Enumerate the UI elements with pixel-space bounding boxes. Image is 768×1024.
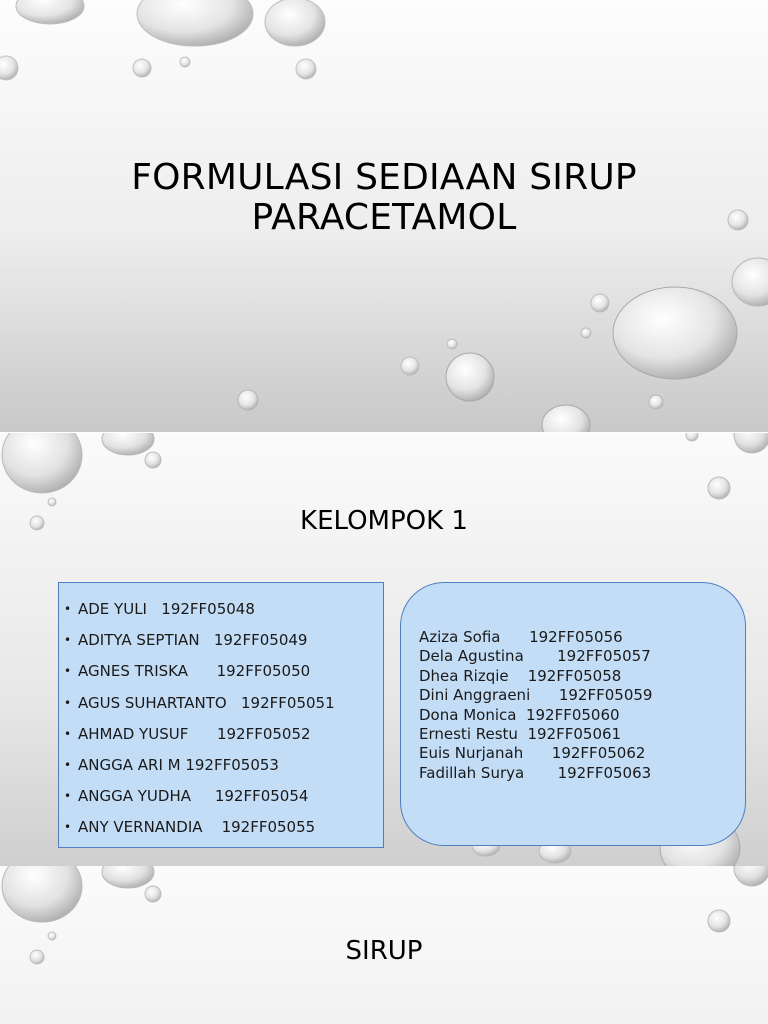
list-item: • ANGGA ARI M 192FF05053 — [64, 755, 279, 774]
list-item: Dini Anggraeni 192FF05059 — [419, 686, 653, 705]
list-item: Dhea Rizqie 192FF05058 — [419, 666, 622, 685]
sirup-heading: SIRUP — [345, 936, 423, 966]
title-slide — [0, 0, 768, 432]
list-item: Dona Monica 192FF05060 — [419, 705, 620, 724]
list-item: Fadillah Surya 192FF05063 — [419, 763, 652, 782]
list-item: • AGNES TRISKA 192FF05050 — [64, 662, 311, 681]
list-item: Euis Nurjanah 192FF05062 — [419, 744, 646, 763]
list-item: • ADE YULI 192FF05048 — [64, 600, 255, 618]
list-item: Aziza Sofia 192FF05056 — [419, 628, 623, 646]
members-list-left — [58, 582, 384, 848]
left-member-list — [59, 583, 383, 846]
list-item: • ADITYA SEPTIAN 192FF05049 — [64, 631, 308, 650]
title-line-1: FORMULASI SEDIAAN SIRUP — [131, 157, 637, 198]
title-line-2: PARACETAMOL — [251, 197, 517, 238]
right-member-list — [401, 583, 745, 783]
members-list-right — [400, 582, 746, 846]
list-item: Ernesti Restu 192FF05061 — [419, 724, 622, 743]
list-item: • AGUS SUHARTANTO 192FF05051 — [64, 693, 335, 712]
group-heading: KELOMPOK 1 — [300, 506, 468, 536]
slide-title — [0, 158, 768, 238]
list-item: • ANY VERNANDIA 192FF05055 — [64, 818, 316, 837]
list-item: • AHMAD YUSUF 192FF05052 — [64, 724, 311, 743]
list-item: • ANGGA YUDHA 192FF05054 — [64, 787, 309, 806]
list-item: Dela Agustina 192FF05057 — [419, 647, 651, 666]
